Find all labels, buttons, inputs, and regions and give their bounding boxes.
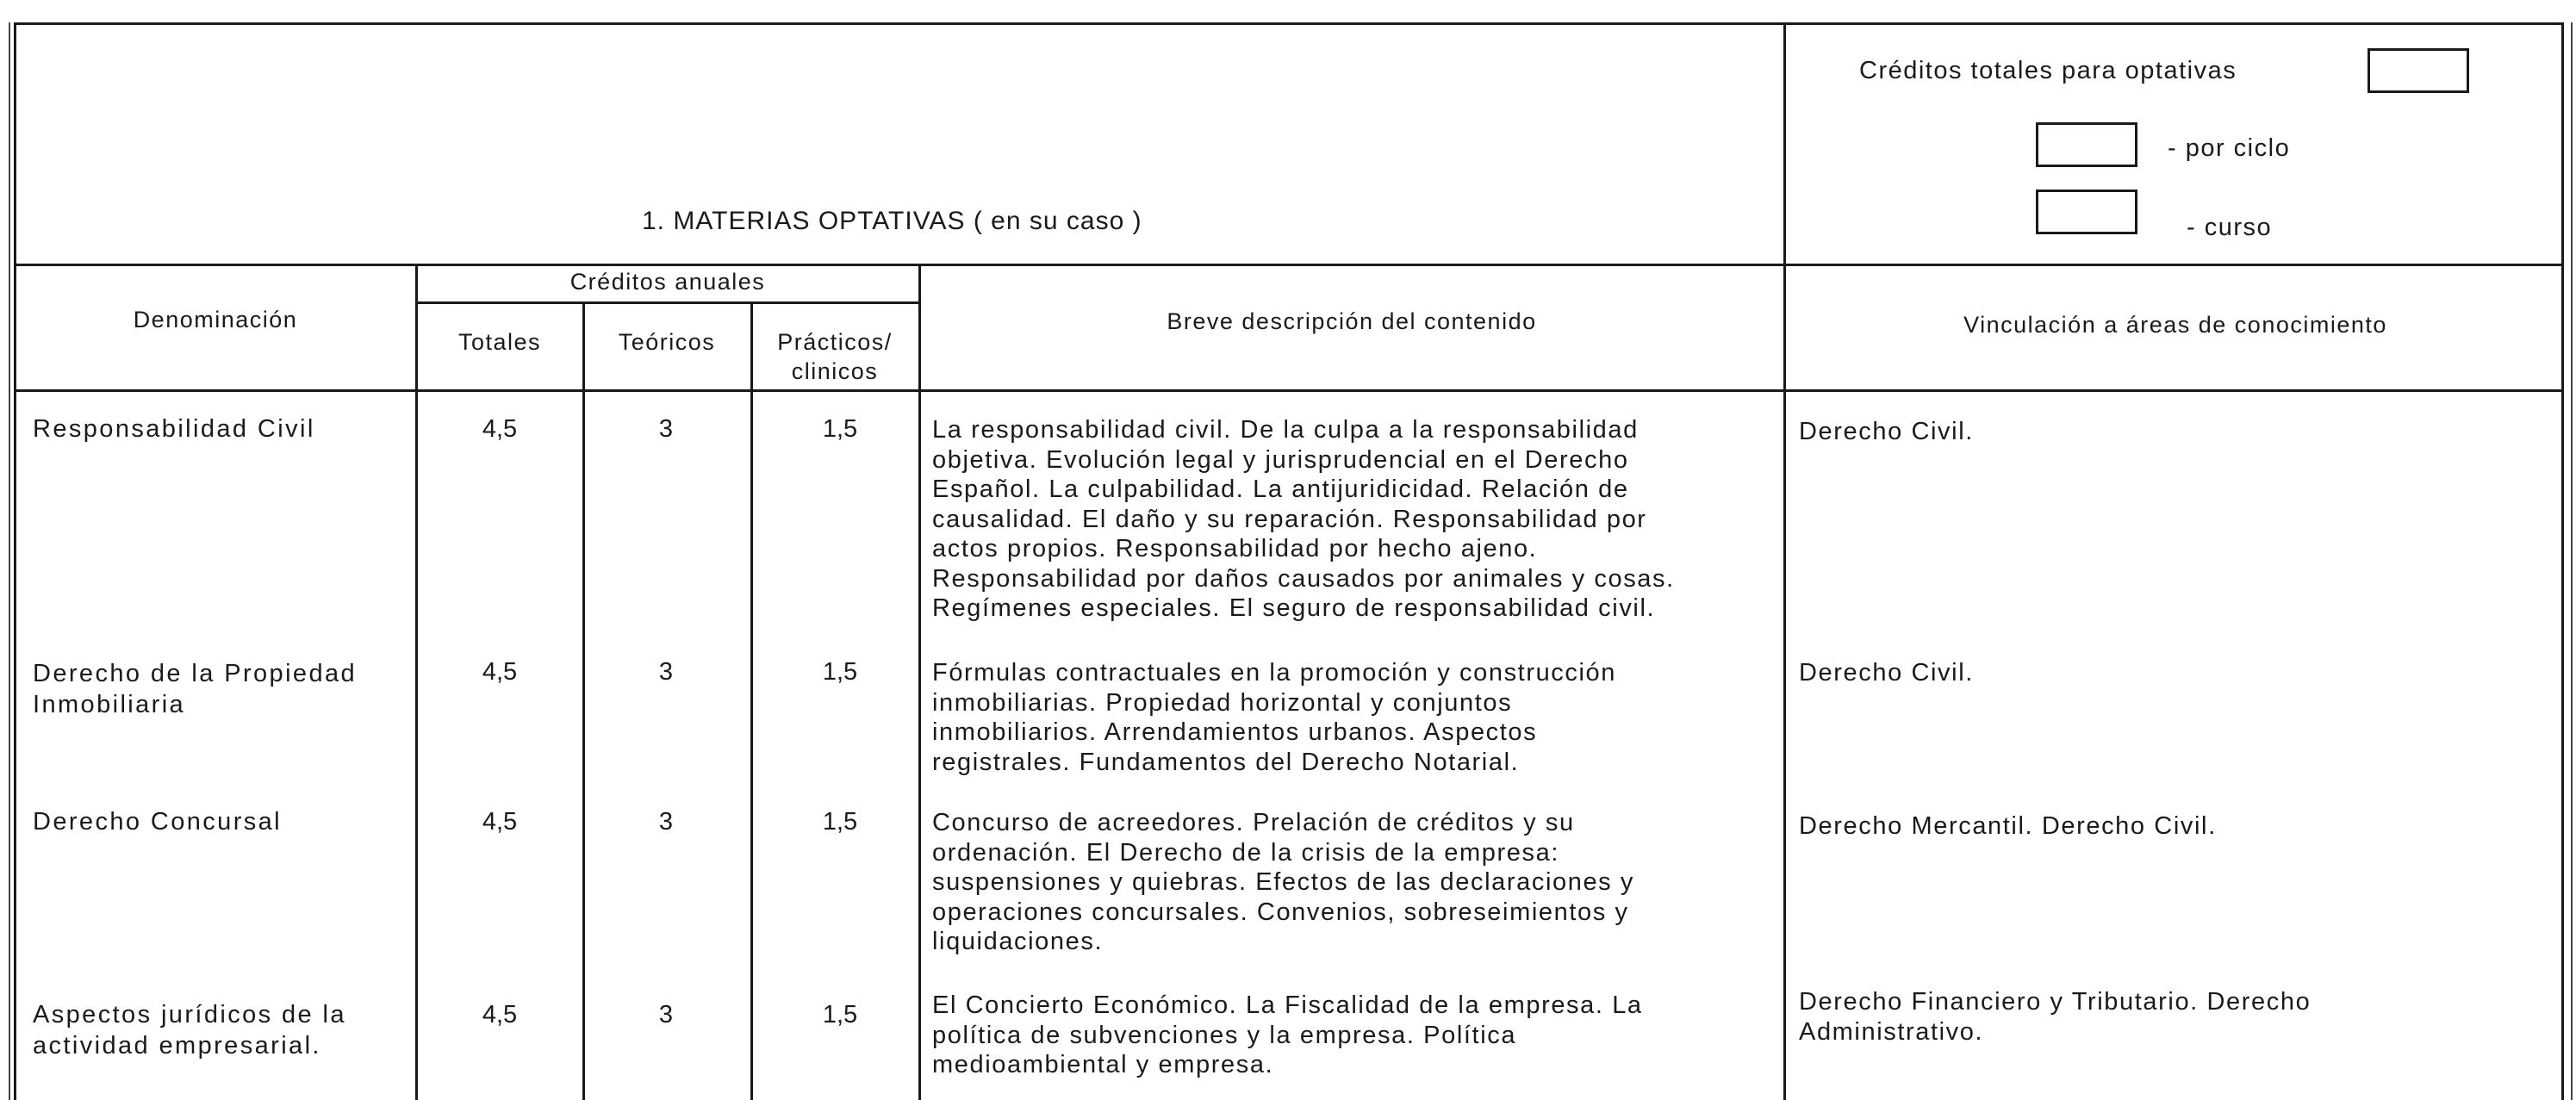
description-line: registrales. Fundamentos del Derecho Notarial.	[932, 748, 1520, 776]
curso-label: - curso	[2187, 214, 2273, 241]
description-line: Responsabilidad por daños causados por animales y cosas.	[932, 564, 1675, 593]
row-practicos: 1,5	[822, 1001, 858, 1029]
row-name	[33, 413, 403, 444]
row-name	[33, 658, 403, 720]
por-ciclo-label: - por ciclo	[2168, 134, 2291, 162]
column-header-teoricos: Teóricos	[618, 329, 716, 355]
description-line: ordenación. El Derecho de la crisis de la empresa:	[932, 838, 1559, 867]
description-line: El Concierto Económico. La Fiscalidad de la empresa. La	[932, 991, 1643, 1019]
column-header-denominacion: Denominación	[133, 307, 298, 332]
description-line: inmobiliarios. Arrendamientos urbanos. Aspectos	[932, 718, 1538, 746]
row-teoricos: 3	[658, 658, 674, 686]
column-divider-teoricos	[750, 303, 753, 1100]
row-description	[932, 808, 1776, 957]
row-totales: 4,5	[482, 658, 518, 686]
curso-box[interactable]	[2036, 190, 2137, 234]
row-practicos: 1,5	[822, 415, 858, 443]
row-description	[932, 991, 1776, 1080]
column-header-creditos-anuales: Créditos anuales	[569, 269, 766, 295]
description-line: Fórmulas contractuales en la promoción y construcción	[932, 659, 1617, 687]
column-header-totales: Totales	[457, 329, 542, 355]
row-name-line: Derecho Concursal	[33, 808, 283, 836]
creditos-totales-label: Créditos totales para optativas	[1859, 57, 2237, 84]
column-divider-totales	[582, 303, 585, 1100]
description-line: suspensiones y quiebras. Efectos de las declaraciones y	[932, 868, 1635, 896]
row-name	[33, 806, 403, 837]
row-area	[1799, 987, 2540, 1047]
row-area: Derecho Mercantil. Derecho Civil.	[1799, 812, 2217, 840]
description-line: Regímenes especiales. El seguro de responsabilidad civil.	[932, 594, 1656, 622]
row-name-line: Inmobiliaria	[33, 691, 186, 718]
description-line: inmobiliarias. Propiedad horizontal y conjuntos	[932, 688, 1513, 717]
row-name-line: Aspectos jurídicos de la	[33, 1001, 346, 1029]
row-area-line: Administrativo.	[1799, 1018, 1984, 1046]
row-totales: 4,5	[482, 415, 518, 443]
column-divider-denominacion	[415, 264, 418, 1100]
header-divider	[14, 264, 2564, 266]
description-line: La responsabilidad civil. De la culpa a la responsabilidad	[932, 416, 1639, 444]
por-ciclo-box[interactable]	[2036, 122, 2137, 167]
row-area-line: Derecho Financiero y Tributario. Derecho	[1799, 988, 2312, 1016]
creditos-totales-box[interactable]	[2368, 48, 2469, 93]
column-divider-vinculacion	[1783, 22, 1786, 1100]
description-line: Concurso de acreedores. Prelación de créditos y su	[932, 809, 1575, 836]
description-line: medioambiental y empresa.	[932, 1051, 1274, 1078]
column-header-practicos-line1: Prácticos/	[777, 329, 893, 355]
row-area: Derecho Civil.	[1799, 418, 1974, 445]
column-divider-practicos	[918, 264, 921, 1100]
row-description	[932, 415, 1776, 624]
column-header-divider	[14, 389, 2564, 392]
description-line: actos propios. Responsabilidad por hecho ajeno.	[932, 535, 1538, 562]
row-area: Derecho Civil.	[1799, 659, 1974, 687]
creditos-anuales-underline	[415, 301, 921, 304]
row-name	[33, 999, 403, 1061]
row-totales: 4,5	[482, 808, 518, 836]
description-line: objetiva. Evolución legal y jurisprudencial en el Derecho	[932, 445, 1629, 474]
row-teoricos: 3	[658, 1001, 674, 1029]
row-description	[932, 658, 1776, 777]
row-practicos: 1,5	[822, 658, 858, 686]
description-line: Español. La culpabilidad. La antijuridicidad. Relación de	[932, 475, 1629, 503]
column-header-descripcion: Breve descripción del contenido	[1167, 308, 1537, 334]
row-practicos: 1,5	[822, 808, 858, 836]
row-teoricos: 3	[658, 415, 674, 443]
description-line: política de subvenciones y la empresa. Política	[932, 1021, 1517, 1049]
row-name-line: Responsabilidad Civil	[33, 415, 315, 443]
row-name-line: Derecho de la Propiedad	[33, 660, 358, 687]
row-name-line: actividad empresarial.	[33, 1032, 321, 1060]
section-title: 1. MATERIAS OPTATIVAS ( en su caso )	[642, 207, 1142, 235]
row-totales: 4,5	[482, 1001, 518, 1029]
description-line: operaciones concursales. Convenios, sobreseimientos y	[932, 898, 1629, 926]
description-line: liquidaciones.	[932, 928, 1104, 955]
row-teoricos: 3	[658, 808, 674, 836]
column-header-vinculacion: Vinculación a áreas de conocimiento	[1963, 312, 2387, 338]
column-header-practicos-line2: clinicos	[791, 358, 879, 384]
description-line: causalidad. El daño y su reparación. Responsabilidad por	[932, 505, 1647, 533]
